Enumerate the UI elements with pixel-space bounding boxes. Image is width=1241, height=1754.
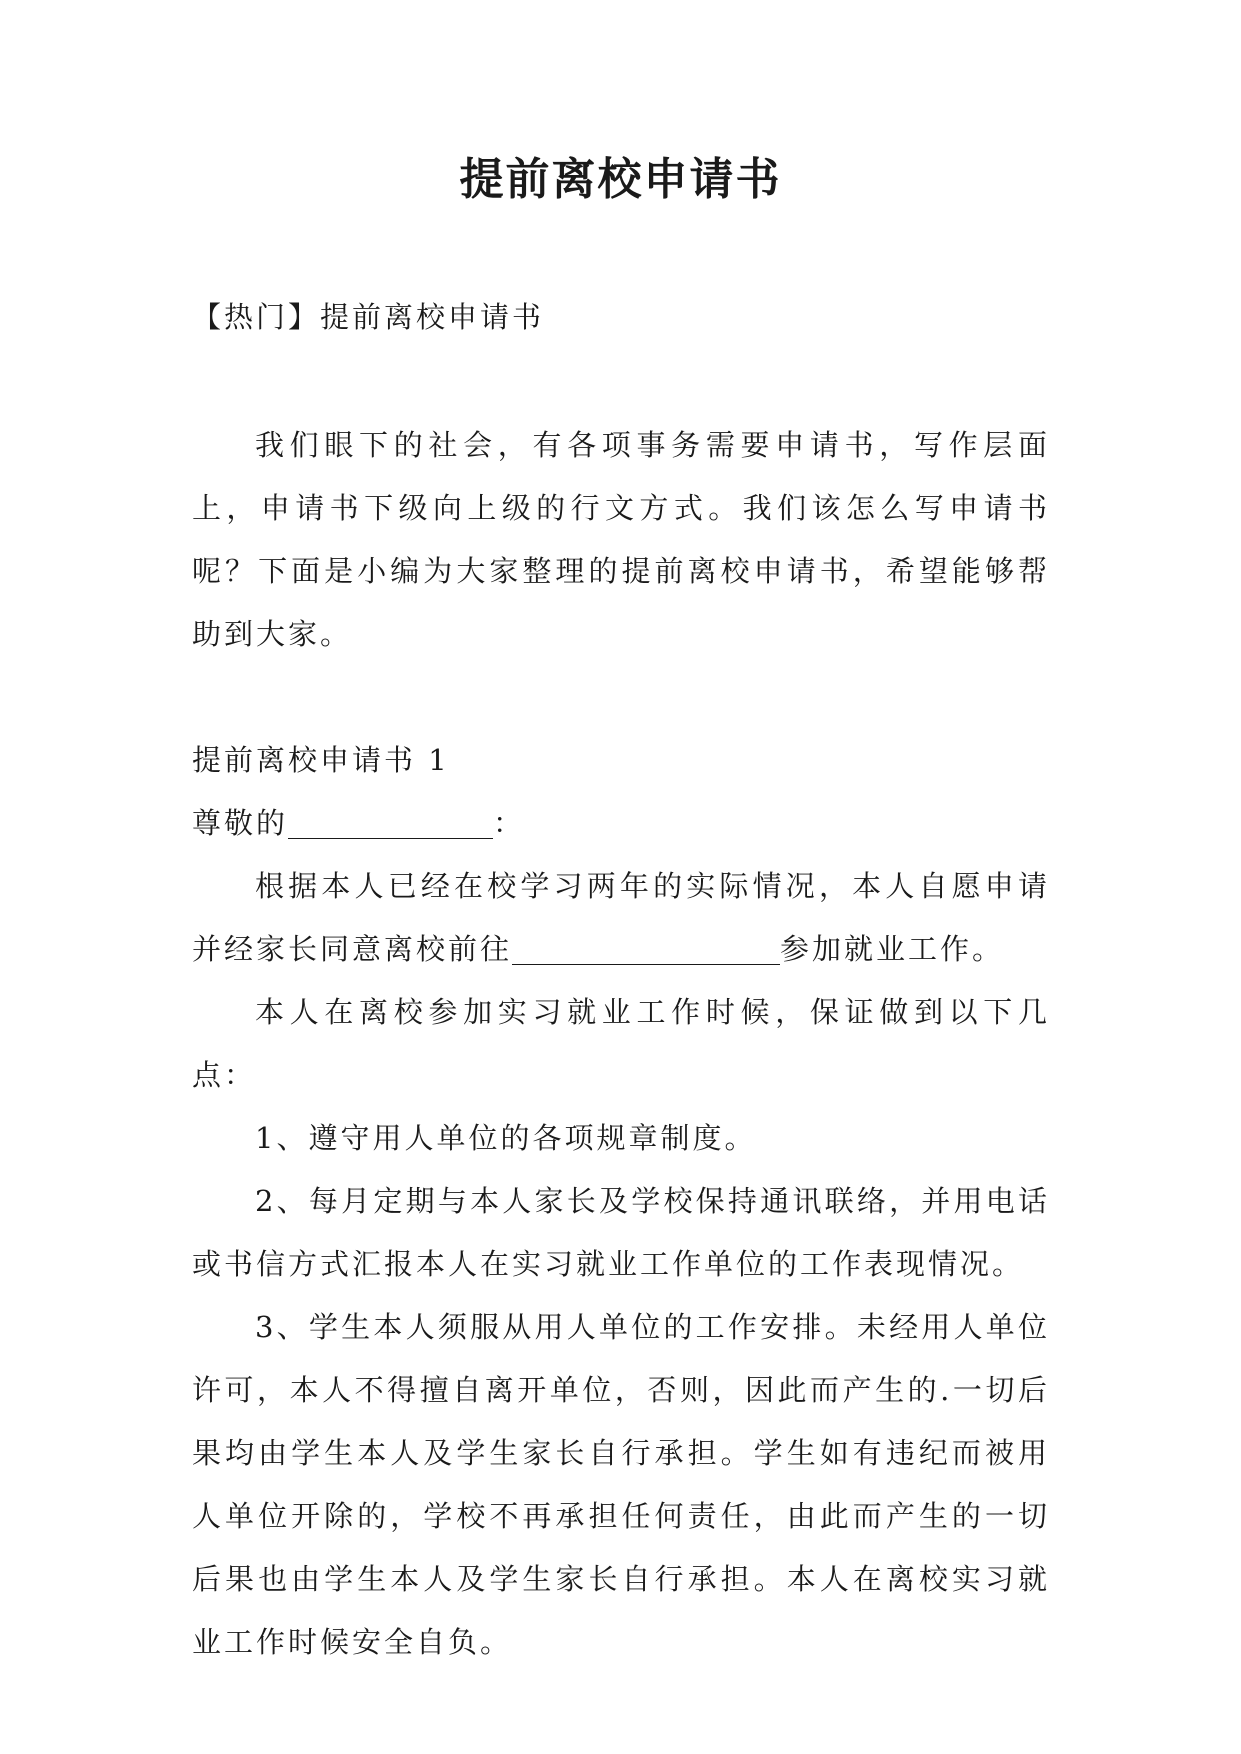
document-title: 提前离校申请书 bbox=[459, 154, 782, 205]
section-heading: 提前离校申请书 1 bbox=[192, 743, 450, 777]
tag-line: 【热门】提前离校申请书 bbox=[192, 300, 545, 334]
salutation-prefix: 尊敬的 bbox=[192, 806, 289, 840]
paragraph-departure bbox=[192, 855, 1050, 981]
intro-paragraph: 我们眼下的社会，有各项事务需要申请书，写作层面上，申请书下级向上级的行文方式。我们该怎么写申请书呢？下面是小编为大家整理的提前离校申请书，希望能够帮助到大家。 bbox=[192, 428, 1050, 651]
list-item-2: 2、每月定期与本人家长及学校保持通讯联络，并用电话或书信方式汇报本人在实习就业工作单位的工作表现情况。 bbox=[192, 1184, 1050, 1281]
salutation-suffix: ： bbox=[493, 806, 526, 840]
paragraph-departure-prefix: 根据本人已经在校学习两年的实际情况，本人自愿申请并经家长同意离校前往 bbox=[192, 869, 1050, 966]
document-body bbox=[192, 286, 1050, 1674]
salutation bbox=[192, 792, 1050, 855]
addressee-blank bbox=[288, 808, 493, 839]
paragraph-pledge: 本人在离校参加实习就业工作时候，保证做到以下几点： bbox=[192, 995, 1050, 1092]
list-item-3: 3、学生本人须服从用人单位的工作安排。未经用人单位许可，本人不得擅自离开单位，否则，因此而产生的.一切后果均由学生本人及学生家长自行承担。学生如有违纪而被用人单位开除的，学校不再承担任何责任，由此而产生的一切后果也由学生本人及学生家长自行承担。本人在离校实习就业工作时候安全自负。 bbox=[192, 1310, 1050, 1659]
list-item-1: 1、遵守用人单位的各项规章制度。 bbox=[255, 1121, 757, 1155]
destination-blank bbox=[512, 934, 780, 965]
paragraph-departure-suffix: 参加就业工作。 bbox=[780, 932, 1005, 966]
